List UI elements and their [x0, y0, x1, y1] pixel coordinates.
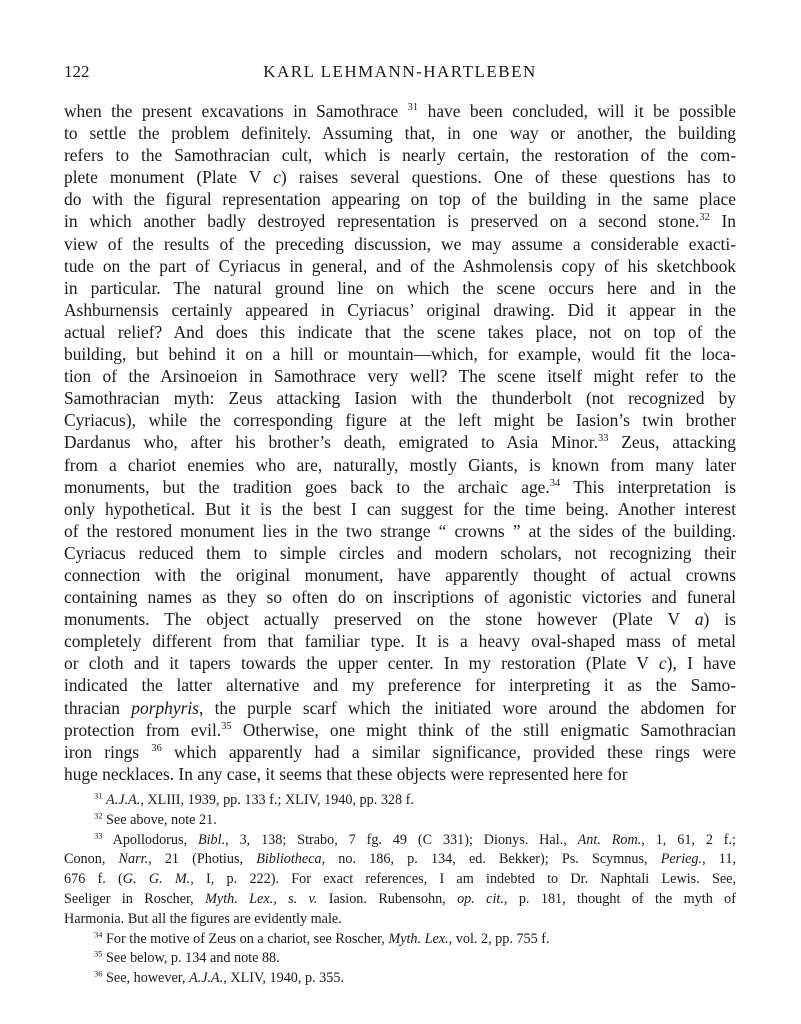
footnote-line: Harmonia. But all the figures are evidently male.	[64, 910, 342, 927]
text-line: indicated the latter alternative and my preference for interpreting it as the Samo-	[64, 675, 736, 696]
text-line: when the present excavations in Samothrace $^{31}$ have been concluded, will it be possible	[64, 101, 736, 121]
footnote-line: 676 f. (G. G. M., I, p. 222). For exact references, I am indebted to Dr. Naphtali Lewis. See,	[64, 871, 736, 888]
footnote-line: $^{32}$ See above, note 21.	[94, 810, 217, 828]
text-line: Cyriacus), while the corresponding figure at the left might be Iasion’s twin brother	[64, 410, 736, 431]
text-line: monuments. The object actually preserved on the stone however (Plate V a) is	[64, 609, 736, 630]
text-line: in which another badly destroyed representation is preserved on a second stone.$^{32}$ In	[64, 211, 736, 232]
text-line: containing names as they so often do on inscriptions of agonistic victories and funeral	[64, 587, 736, 608]
text-line: building, but behind it on a hill or mountain—which, for example, would fit the loca-	[64, 344, 736, 365]
text-line: from a chariot enemies who are, naturally, mostly Giants, is known from many later	[64, 454, 736, 475]
text-line: Cyriacus reduced them to simple circles and modern scholars, not recognizing their	[64, 542, 736, 563]
text-line: tion of the Arsinoeion in Samothrace very well? The scene itself might refer to the	[64, 366, 736, 387]
page-number: 122	[64, 62, 90, 81]
text-line: tude on the part of Cyriacus in general, and of the Ashmolensis copy of his sketchbook	[64, 255, 736, 276]
text-line: to settle the problem definitely. Assuming that, in one way or another, the building	[64, 123, 736, 144]
running-head: KARL LEHMANN-HARTLEBEN	[263, 62, 537, 81]
text-line: protection from evil.$^{35}$ Otherwise, one might think of the still enigmatic Samothracian	[64, 719, 736, 740]
footnote-line: $^{33}$ Apollodorus, Bibl., 3, 138; Strabo, 7 fg. 49 (C 331); Dionys. Hal., Ant. Rom., 1, 61, 2 f.;	[94, 830, 736, 848]
footnote-line: Seeliger in Roscher, Myth. Lex., s. v. Iasion. Rubensohn, op. cit., p. 181, thought of the myth of	[64, 890, 736, 907]
footnotes	[64, 791, 736, 989]
page-header	[64, 62, 736, 86]
text-line: monuments, but the tradition goes back to the archaic age.$^{34}$ This interpretation is	[64, 476, 736, 497]
text-line: Ashburnensis certainly appeared in Cyriacus’ original drawing. Did it appear in the	[64, 299, 736, 320]
text-line: completely different from that familiar type. It is a heavy oval-shaped mass of metal	[64, 631, 736, 652]
text-line: Dardanus who, after his brother’s death, emigrated to Asia Minor.$^{33}$ Zeus, attacking	[64, 432, 736, 453]
footnote-line: Conon, Narr., 21 (Photius, Bibliotheca, no. 186, p. 134, ed. Bekker); Ps. Scymnus, Perieg., 11,	[64, 851, 736, 868]
footnote-line: $^{35}$ See below, p. 134 and note 88.	[94, 949, 280, 967]
text-line: view of the results of the preceding discussion, we may assume a considerable exacti-	[64, 233, 736, 254]
footnote-line: $^{36}$ See, however, A.J.A., XLIV, 1940, p. 355.	[94, 969, 345, 987]
text-line: plete monument (Plate V c) raises several questions. One of these questions has to	[64, 167, 736, 188]
text-line: Samothracian myth: Zeus attacking Iasion with the thunderbolt (not recognized by	[64, 388, 736, 409]
text-line: in particular. The natural ground line on which the scene occurs here and in the	[64, 277, 736, 298]
text-line: of the restored monument lies in the two strange “ crowns ” at the sides of the building.	[64, 520, 736, 541]
footnote-line: $^{31}$ A.J.A., XLIII, 1939, pp. 133 f.; XLIV, 1940, pp. 328 f.	[94, 791, 414, 808]
text-line: do with the figural representation appearing on top of the building in the same place	[64, 189, 736, 210]
text-line: actual relief? And does this indicate that the scene takes place, not on top of the	[64, 321, 736, 342]
footnote-line: $^{34}$ For the motive of Zeus on a chariot, see Roscher, Myth. Lex., vol. 2, pp. 755 f.	[94, 929, 550, 947]
text-line: only hypothetical. But it is the best I can suggest for the time being. Another interest	[64, 498, 736, 519]
text-line: thracian porphyris, the purple scarf which the initiated wore around the abdomen for	[64, 697, 736, 718]
main-text	[64, 100, 736, 785]
text-line: iron rings $^{36}$ which apparently had a similar significance, provided these rings were	[64, 741, 736, 762]
text-line: refers to the Samothracian cult, which is nearly certain, the restoration of the com-	[64, 145, 736, 166]
text-line: or cloth and it tapers towards the upper center. In my restoration (Plate V c), I have	[64, 653, 736, 674]
text-line: connection with the original monument, have apparently thought of actual crowns	[64, 564, 736, 585]
text-line: huge necklaces. In any case, it seems that these objects were represented here for	[64, 763, 628, 784]
